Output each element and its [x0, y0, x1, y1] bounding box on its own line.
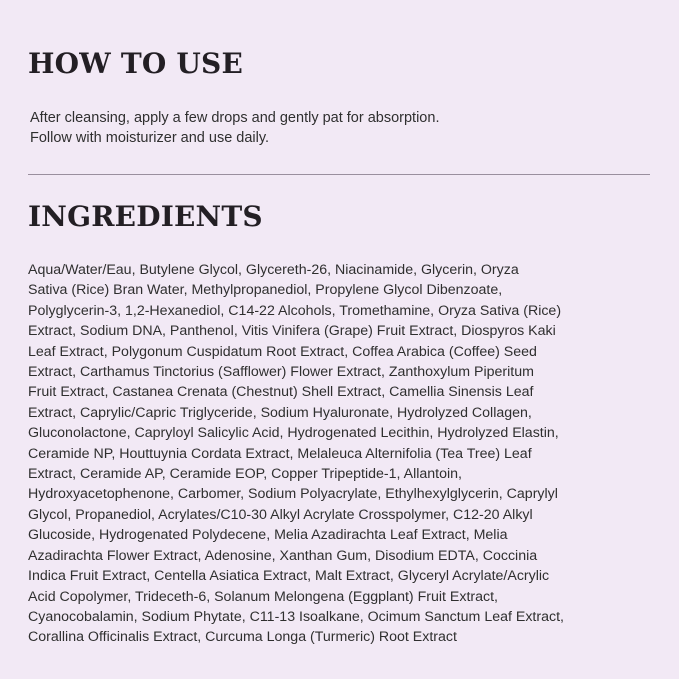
how-to-use-instructions: [30, 108, 650, 148]
ingredients-line: Gluconolactone, Capryloyl Salicylic Acid, Hydrogenated Lecithin, Hydrolyzed Elastin,: [28, 425, 559, 442]
ingredients-line: Extract, Ceramide AP, Ceramide EOP, Copper Tripeptide-1, Allantoin,: [28, 466, 462, 483]
ingredients-line: Glucoside, Hydrogenated Polydecene, Melia Azadirachta Leaf Extract, Melia: [28, 527, 508, 544]
ingredients-line: Corallina Officinalis Extract, Curcuma Longa (Turmeric) Root Extract: [28, 629, 457, 646]
ingredients-line: Ceramide NP, Houttuynia Cordata Extract, Melaleuca Alternifolia (Tea Tree) Leaf: [28, 445, 532, 462]
ingredients-line: Acid Copolymer, Trideceth-6, Solanum Melongena (Eggplant) Fruit Extract,: [28, 588, 498, 605]
how-to-use-heading: HOW TO USE: [28, 47, 243, 80]
ingredients-line: Glycol, Propanediol, Acrylates/C10-30 Alkyl Acrylate Crosspolymer, C12-20 Alkyl: [28, 506, 533, 523]
ingredients-line: Sativa (Rice) Bran Water, Methylpropanediol, Propylene Glycol Dibenzoate,: [28, 282, 503, 299]
ingredients-line: Extract, Carthamus Tinctorius (Safflower) Flower Extract, Zanthoxylum Piperitum: [28, 364, 534, 381]
ingredients-line: Indica Fruit Extract, Centella Asiatica Extract, Malt Extract, Glyceryl Acrylate/Acrylic: [28, 568, 550, 585]
ingredients-line: Aqua/Water/Eau, Butylene Glycol, Glycereth-26, Niacinamide, Glycerin, Oryza: [28, 262, 519, 278]
ingredients-list: [28, 260, 652, 648]
ingredients-line: Fruit Extract, Castanea Crenata (Chestnut) Shell Extract, Camellia Sinensis Leaf: [28, 384, 534, 401]
ingredients-line: Leaf Extract, Polygonum Cuspidatum Root Extract, Coffea Arabica (Coffee) Seed: [28, 343, 537, 360]
ingredients-heading: INGREDIENTS: [28, 200, 263, 233]
section-divider: [28, 174, 650, 175]
ingredients-line: Extract, Caprylic/Capric Triglyceride, Sodium Hyaluronate, Hydrolyzed Collagen,: [28, 404, 532, 421]
ingredients-line: Cyanocobalamin, Sodium Phytate, C11-13 Isoalkane, Ocimum Sanctum Leaf Extract,: [28, 608, 564, 625]
instruction-line: After cleansing, apply a few drops and gently pat for absorption.: [30, 110, 440, 126]
ingredients-line: Extract, Sodium DNA, Panthenol, Vitis Vinifera (Grape) Fruit Extract, Diospyros Kaki: [28, 323, 556, 340]
instruction-line: Follow with moisturizer and use daily.: [30, 130, 270, 146]
ingredients-line: Polyglycerin-3, 1,2-Hexanediol, C14-22 Alcohols, Tromethamine, Oryza Sativa (Rice): [28, 302, 562, 319]
ingredients-line: Hydroxyacetophenone, Carbomer, Sodium Polyacrylate, Ethylhexylglycerin, Caprylyl: [28, 486, 558, 503]
ingredients-line: Azadirachta Flower Extract, Adenosine, Xanthan Gum, Disodium EDTA, Coccinia: [28, 547, 538, 564]
